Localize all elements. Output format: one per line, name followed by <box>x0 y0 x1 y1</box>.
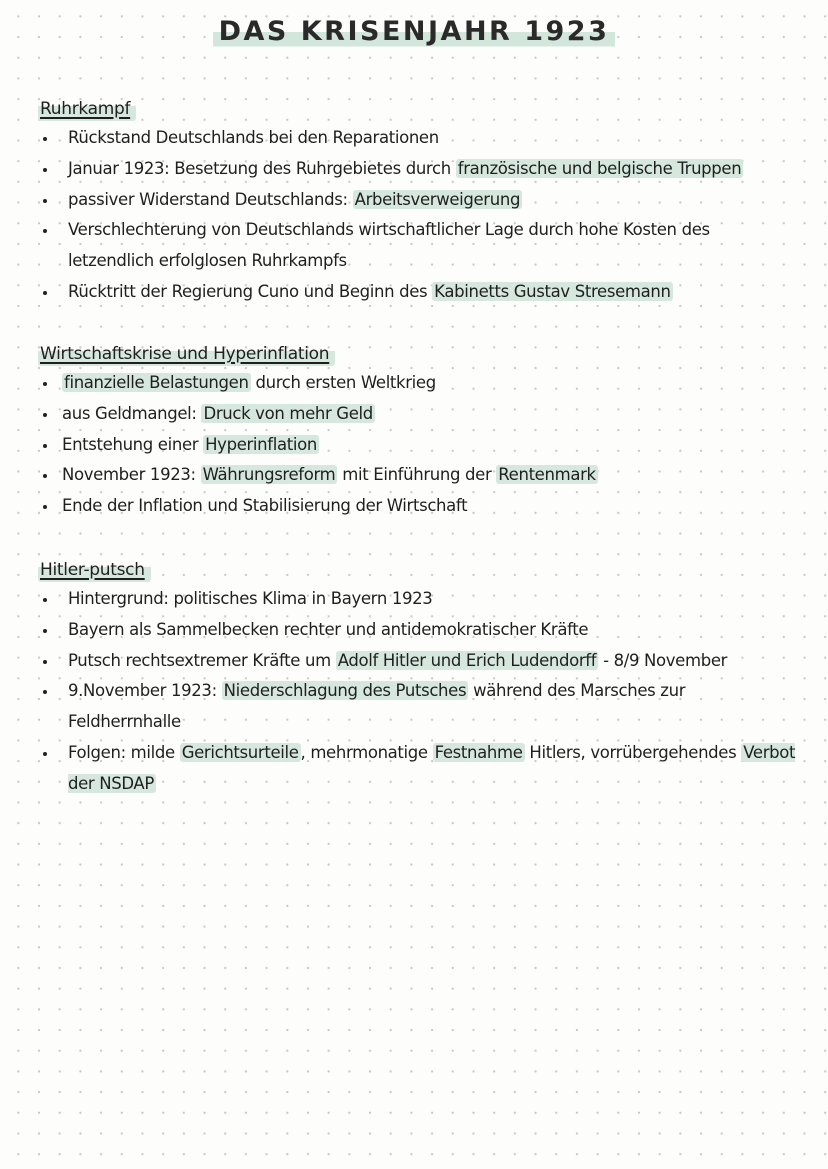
item-text: Entstehung einer <box>62 434 204 454</box>
section-ruhrkampf <box>38 98 798 308</box>
item-text: Ende der Inflation und Stabilisierung der Wirtschaft <box>62 496 468 516</box>
list-item <box>38 676 798 738</box>
section-heading: Wirtschaftskrise und Hyperinflation <box>38 343 335 366</box>
highlighted-text: Kabinetts Gustav Stresemann <box>434 281 671 301</box>
item-text: Hitlers, vorrübergehendes <box>524 742 742 762</box>
item-text: aus Geldmangel: <box>62 403 202 423</box>
item-text: Rücktritt der Regierung Cuno und Beginn des <box>68 281 433 301</box>
highlighted-text: Festnahme <box>434 742 523 762</box>
item-text: - 8/9 November <box>598 650 728 670</box>
list-item <box>38 399 798 430</box>
list-item <box>38 277 798 308</box>
list-item <box>38 584 798 615</box>
list-item <box>38 154 798 185</box>
item-text: durch ersten Weltkrieg <box>250 373 436 392</box>
list-item <box>38 646 798 677</box>
item-text: Verschlechterung von Deutschlands wirtschaftlicher Lage durch hohe Kosten des letzendlich erfolglosen Ruhrkampfs <box>68 220 710 271</box>
bullet-list <box>38 584 798 800</box>
list-item <box>38 123 798 154</box>
item-text: während des Marsches zur Feldherrnhalle <box>68 681 686 732</box>
page-title <box>0 16 828 47</box>
section-heading: Hitler-putsch <box>38 559 151 582</box>
bullet-list <box>38 123 798 308</box>
list-item <box>38 615 798 646</box>
highlighted-text: Arbeitsverweigerung <box>354 189 521 209</box>
list-item <box>38 368 798 399</box>
item-text: mit Einführung der <box>337 465 497 485</box>
item-text: Rückstand Deutschlands bei den Reparationen <box>68 128 439 147</box>
list-item <box>38 491 798 522</box>
item-text: Putsch rechtsextremer Kräfte um <box>68 650 336 670</box>
page-title-text: DAS KRISENJAHR 1923 <box>213 16 616 49</box>
highlighted-text: Hyperinflation <box>205 434 317 454</box>
item-text: November 1923: <box>62 465 201 485</box>
list-item <box>38 185 798 216</box>
highlighted-text: finanzielle Belastungen <box>64 373 249 392</box>
list-item <box>38 738 798 800</box>
list-item <box>38 215 798 277</box>
highlighted-text: französische und belgische Truppen <box>457 158 742 178</box>
highlighted-text: Währungsreform <box>202 465 336 485</box>
section-hitler-putsch <box>38 559 798 800</box>
list-item <box>38 430 798 461</box>
bullet-list <box>38 368 798 522</box>
item-text: 9.November 1923: <box>68 681 222 701</box>
item-text: passiver Widerstand Deutschlands: <box>68 189 353 209</box>
highlighted-text: Rentenmark <box>498 465 596 485</box>
highlighted-text: Verbot der NSDAP <box>68 742 796 793</box>
highlighted-text: Druck von mehr Geld <box>203 403 373 423</box>
highlighted-text: Niederschlagung des Putsches <box>223 681 467 701</box>
item-text: Hintergrund: politisches Klima in Bayern 1923 <box>68 589 433 608</box>
item-text: Januar 1923: Besetzung des Ruhrgebietes durch <box>68 158 456 178</box>
item-text: Folgen: milde <box>68 742 180 762</box>
item-text: Bayern als Sammelbecken rechter und antidemokratischer Kräfte <box>68 619 589 639</box>
list-item <box>38 460 798 491</box>
section-heading: Ruhrkampf <box>38 98 136 121</box>
section-wirtschaftskrise <box>38 343 798 522</box>
item-text: , mehrmonatige <box>300 742 433 762</box>
highlighted-text: Gerichtsurteile <box>181 742 299 762</box>
highlighted-text: Adolf Hitler und Erich Ludendorff <box>337 650 597 670</box>
